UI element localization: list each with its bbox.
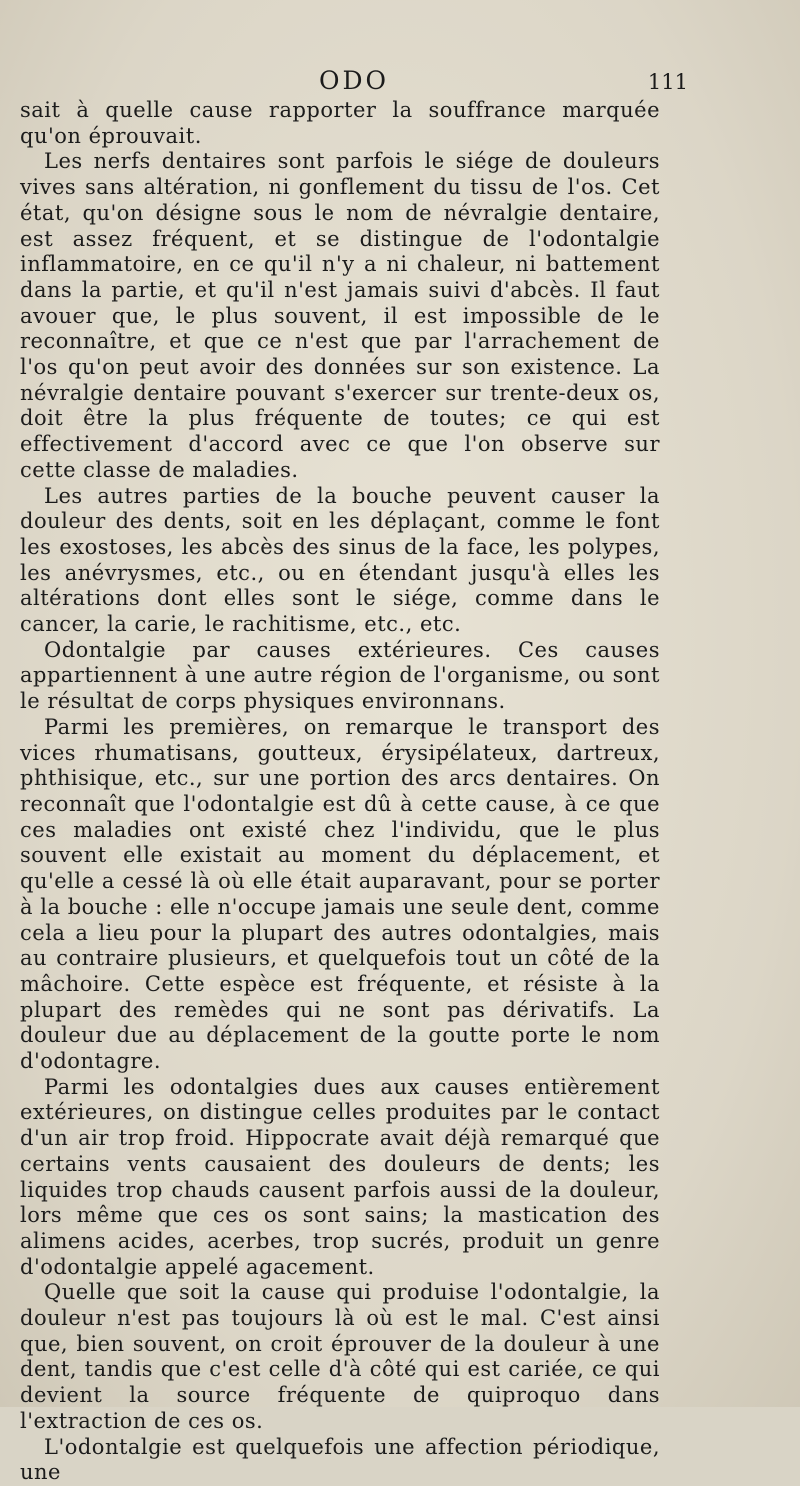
paragraph: Odontalgie par causes extérieures. Ces causes appartiennent à une autre région de l'organisme, ou sont le résultat de corps physiques environnans. — [20, 637, 660, 714]
paragraph: sait à quelle cause rapporter la souffrance marquée qu'on éprouvait. — [20, 98, 660, 148]
running-header — [20, 64, 688, 102]
page-number: 111 — [647, 70, 688, 94]
body-text — [20, 98, 660, 1486]
header-title: ODO — [318, 66, 390, 95]
paragraph: Parmi les premières, on remarque le transport des vices rhumatisans, goutteux, érysipélateux, dartreux, phthisique, etc., sur une portion des arcs dentaires. On reconnaît que l'odontalgie est dû à cette cause, à ce que ces maladies ont existé chez l'individu, que le plus souvent elle existait au moment du déplacement, et qu'elle a cessé là où elle était auparavant, pour se porter à la bouche : elle n'occupe jamais une seule dent, comme cela a lieu pour la plupart des autres odontalgies, mais au contraire plusieurs, et quelquefois tout un côté de la mâchoire. Cette espèce est fréquente, et résiste à la plupart des remèdes qui ne sont pas dérivatifs. La douleur due au déplacement de la goutte porte le nom d'odontagre. — [20, 714, 660, 1074]
paragraph: Les nerfs dentaires sont parfois le siége de douleurs vives sans altération, ni gonflement du tissu de l'os. Cet état, qu'on désigne sous le nom de névralgie dentaire, est assez fréquent, et se distingue de l'odontalgie inflammatoire, en ce qu'il n'y a ni chaleur, ni battement dans la partie, et qu'il n'est jamais suivi d'abcès. Il faut avouer que, le plus souvent, il est impossible de le reconnaître, et que ce n'est que par l'arrachement de l'os qu'on peut avoir des données sur son existence. La névralgie dentaire pouvant s'exercer sur trente-deux os, doit être la plus fréquente de toutes; ce qui est effectivement d'accord avec ce que l'on observe sur cette classe de maladies. — [20, 149, 660, 482]
paragraph: L'odontalgie est quelquefois une affection périodique, une — [20, 1434, 660, 1485]
paragraph: Quelle que soit la cause qui produise l'odontalgie, la douleur n'est pas toujours là où est le mal. C'est ainsi que, bien souvent, on croit éprouver de la douleur à une dent, tandis que c'est celle d'à côté qui est cariée, ce qui devient la source fréquente de quiproquo dans l'extraction de ces os. — [20, 1280, 660, 1433]
paragraph: Parmi les odontalgies dues aux causes entièrement extérieures, on distingue celles produites par le contact d'un air trop froid. Hippocrate avait déjà remarqué que certains vents causaient des douleurs de dents; les liquides trop chauds causent parfois aussi de la douleur, lors même que ces os sont sains; la mastication des alimens acides, acerbes, trop sucrés, produit un genre d'odontalgie appelé agacement. — [20, 1074, 660, 1279]
paragraph: Les autres parties de la bouche peuvent causer la douleur des dents, soit en les déplaçant, comme le font les exostoses, les abcès des sinus de la face, les polypes, les anévrysmes, etc., ou en étendant jusqu'à elles les altérations dont elles sont le siége, comme dans le cancer, la carie, le rachitisme, etc., etc. — [20, 483, 660, 637]
